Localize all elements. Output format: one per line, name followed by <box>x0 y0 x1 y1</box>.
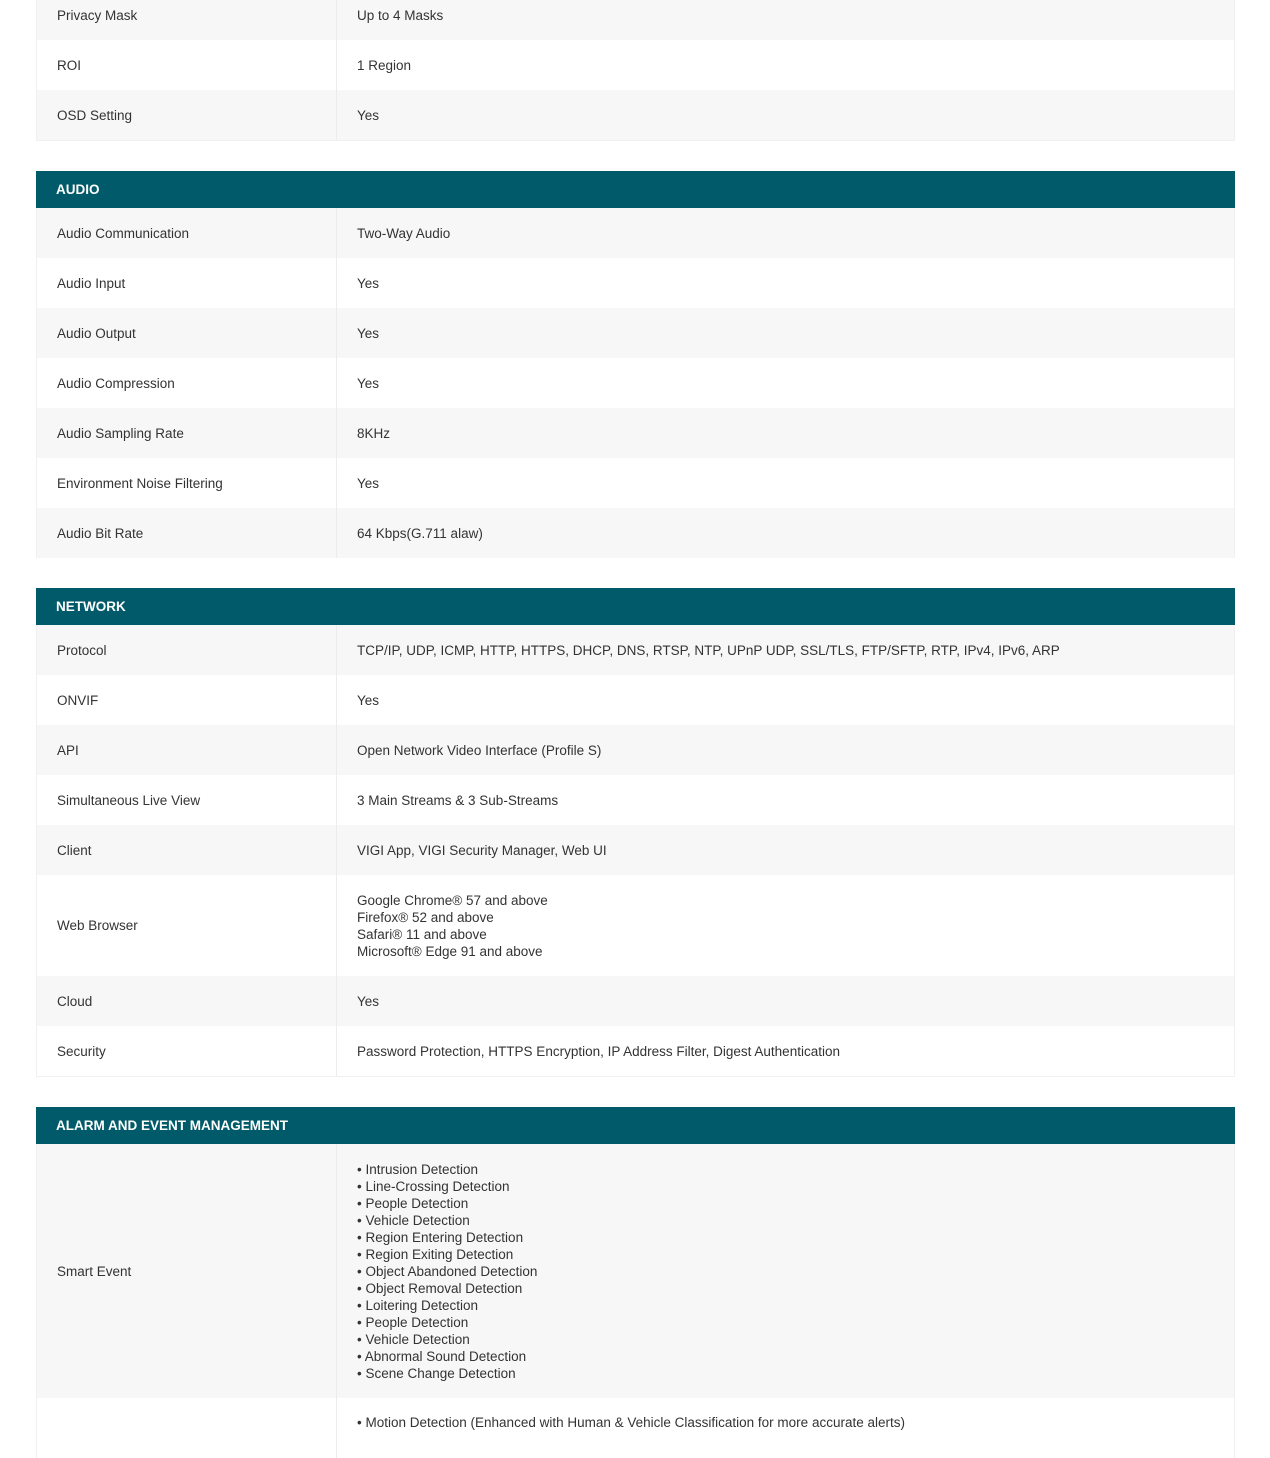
video-features-rows <box>36 0 1235 141</box>
spec-value-line: Google Chrome® 57 and above <box>357 892 548 908</box>
spec-value: Open Network Video Interface (Profile S) <box>357 742 602 758</box>
spec-row-roi <box>37 40 1234 90</box>
spec-value: Two-Way Audio <box>357 225 451 241</box>
spec-label: Audio Bit Rate <box>37 508 337 558</box>
alarm-section <box>36 1107 1235 1458</box>
section-title-audio: AUDIO <box>36 171 1235 208</box>
network-section <box>36 588 1235 1077</box>
spec-value: Up to 4 Masks <box>357 7 444 23</box>
spec-value: 8KHz <box>357 425 391 441</box>
spec-label: Audio Communication <box>37 208 337 258</box>
list-item: • Region Entering Detection <box>357 1229 524 1245</box>
audio-rows <box>36 208 1235 558</box>
list-item: • Vehicle Detection <box>357 1331 470 1347</box>
network-rows <box>36 625 1235 1077</box>
spec-row <box>37 1026 1234 1076</box>
spec-value: 64 Kbps(G.711 alaw) <box>357 525 483 541</box>
spec-row <box>37 725 1234 775</box>
spec-row <box>37 208 1234 258</box>
spec-label: Audio Sampling Rate <box>37 408 337 458</box>
spec-label: Privacy Mask <box>37 0 337 40</box>
spec-row <box>37 775 1234 825</box>
spec-row <box>37 458 1234 508</box>
spec-label: Smart Event <box>37 1144 337 1398</box>
spec-label: ONVIF <box>37 675 337 725</box>
spec-row <box>37 508 1234 558</box>
spec-row <box>37 1398 1234 1458</box>
list-item: • Scene Change Detection <box>357 1365 516 1381</box>
list-item: • Intrusion Detection <box>357 1161 479 1177</box>
list-item: • Region Exiting Detection <box>357 1246 514 1262</box>
spec-value: Yes <box>357 275 380 291</box>
spec-value: TCP/IP, UDP, ICMP, HTTP, HTTPS, DHCP, DNS, RTSP, NTP, UPnP UDP, SSL/TLS, FTP/SFTP, RTP, IPv4, IPv6, ARP <box>357 642 1060 658</box>
spec-value-line: Firefox® 52 and above <box>357 909 494 925</box>
spec-label: Environment Noise Filtering <box>37 458 337 508</box>
spec-value: Password Protection, HTTPS Encryption, IP Address Filter, Digest Authentication <box>357 1043 840 1059</box>
spec-value <box>337 1145 1234 1398</box>
spec-row <box>37 258 1234 308</box>
spec-row <box>37 625 1234 675</box>
spec-row <box>37 408 1234 458</box>
spec-row <box>37 358 1234 408</box>
spec-value-line: Microsoft® Edge 91 and above <box>357 943 543 959</box>
list-item: • Line-Crossing Detection <box>357 1178 510 1194</box>
spec-label <box>37 1398 337 1458</box>
list-item: • People Detection <box>357 1314 469 1330</box>
spec-value: VIGI App, VIGI Security Manager, Web UI <box>357 842 607 858</box>
spec-label: Cloud <box>37 976 337 1026</box>
alarm-rows <box>36 1144 1235 1458</box>
audio-section <box>36 171 1235 558</box>
spec-label: ROI <box>37 40 337 90</box>
spec-value: Yes <box>357 993 380 1009</box>
spec-value: 1 Region <box>357 57 412 73</box>
spec-label: Audio Input <box>37 258 337 308</box>
spec-label: OSD Setting <box>37 90 337 140</box>
spec-value: 3 Main Streams & 3 Sub-Streams <box>357 792 559 808</box>
list-item: • Object Abandoned Detection <box>357 1263 538 1279</box>
list-item: • Object Removal Detection <box>357 1280 523 1296</box>
spec-row <box>37 308 1234 358</box>
list-item: • Loitering Detection <box>357 1297 479 1313</box>
spec-value: Yes <box>357 692 380 708</box>
spec-value: Yes <box>357 475 380 491</box>
spec-value: Yes <box>357 325 380 341</box>
spec-label: Audio Compression <box>37 358 337 408</box>
spec-value <box>337 884 1234 968</box>
spec-row <box>37 976 1234 1026</box>
spec-label: Simultaneous Live View <box>37 775 337 825</box>
spec-label: Client <box>37 825 337 875</box>
spec-row-osd-setting <box>37 90 1234 140</box>
section-title-network: NETWORK <box>36 588 1235 625</box>
spec-table <box>36 0 1235 1458</box>
list-item: • Vehicle Detection <box>357 1212 470 1228</box>
spec-value: Yes <box>357 375 380 391</box>
spec-label: Security <box>37 1026 337 1076</box>
spec-value: Yes <box>357 107 380 123</box>
spec-value <box>337 1398 1234 1439</box>
spec-label: Audio Output <box>37 308 337 358</box>
spec-label: Web Browser <box>37 875 337 976</box>
spec-row <box>37 875 1234 976</box>
spec-row-privacy-mask <box>37 0 1234 40</box>
list-item: • People Detection <box>357 1195 469 1211</box>
section-title-alarm: ALARM AND EVENT MANAGEMENT <box>36 1107 1235 1144</box>
spec-label: Protocol <box>37 625 337 675</box>
list-item: • Motion Detection (Enhanced with Human & Vehicle Classification for more accurate alerts) <box>357 1415 905 1430</box>
spec-label: API <box>37 725 337 775</box>
spec-row-smart-event <box>37 1144 1234 1398</box>
list-item: • Abnormal Sound Detection <box>357 1348 527 1364</box>
spec-row <box>37 825 1234 875</box>
spec-row <box>37 675 1234 725</box>
spec-value-line: Safari® 11 and above <box>357 926 487 942</box>
